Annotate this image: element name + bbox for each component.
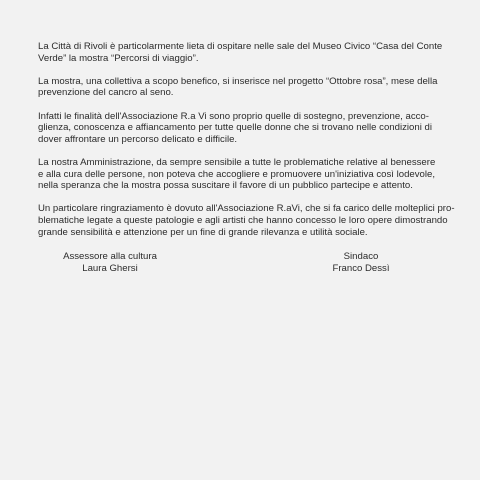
text-line: prevenzione del cancro al seno. [38, 87, 174, 99]
text-line: e alla cura delle persone, non poteva che accogliere e promuovere un'iniziativa così lodevole, [38, 168, 436, 180]
signature-name: Franco Dessì [332, 262, 390, 274]
paragraph-1 [38, 41, 446, 64]
text-line: Un particolare ringraziamento è dovuto all'Associazione R.aVi, che si fa carico delle molteplici pro- [38, 203, 455, 215]
signature-name: Laura Ghersi [82, 262, 138, 274]
text-line: La nostra Amministrazione, da sempre sensibile a tutte le problematiche relative al benessere [38, 156, 436, 168]
text-line: blematiche legate a queste patologie e agli artisti che hanno concesso le loro opere dimostrando [38, 214, 448, 226]
text-line: La mostra, una collettiva a scopo benefico, si inserisce nel progetto “Ottobre rosa”, mese della [38, 75, 438, 87]
text-line: nella speranza che la mostra possa suscitare il favore di un pubblico partecipe e attento. [38, 180, 413, 192]
signature-role: Assessore alla cultura [63, 251, 157, 262]
paragraph-4 [38, 157, 446, 192]
letter-body [38, 41, 455, 250]
signature-block-assessore [58, 251, 162, 274]
text-line: dover affrontare un percorso delicato e difficile. [38, 133, 238, 145]
signature-block-sindaco [318, 251, 404, 274]
text-line: La Città di Rivoli è particolarmente lieta di ospitare nelle sale del Museo Civico “Casa del Conte [38, 41, 443, 52]
text-line: Verde” la mostra “Percorsi di viaggio”. [38, 52, 199, 64]
text-line: Infatti le finalità dell'Associazione R.a Vi sono proprio quelle di sostegno, prevenzione, acco- [38, 110, 429, 122]
paragraph-2 [38, 76, 446, 99]
signature-role: Sindaco [343, 251, 379, 262]
paragraph-5 [38, 203, 455, 238]
paragraph-3 [38, 111, 446, 146]
text-line: grande sensibilità e attenzione per un fine di grande rilevanza e utilità sociale. [38, 226, 368, 238]
text-line: glienza, conoscenza e affiancamento per tutte quelle donne che si trovano nelle condizioni di [38, 122, 432, 134]
